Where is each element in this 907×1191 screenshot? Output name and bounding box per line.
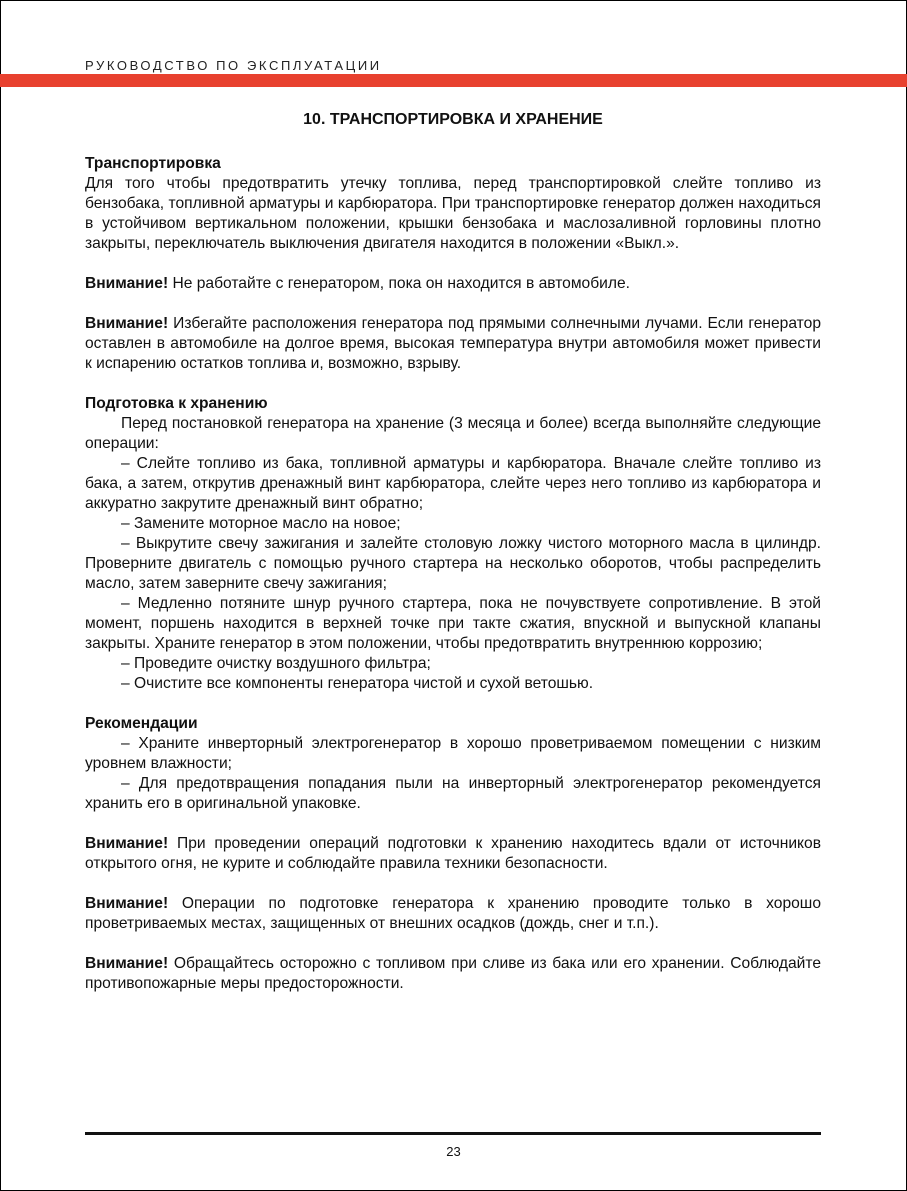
recommendation-item: – Для предотвращения попадания пыли на инверторный электрогенератор рекомендуется хранить его в оригинальной упаковке.: [85, 775, 821, 812]
warning-paragraph: [85, 954, 821, 994]
warning-text: Избегайте расположения генератора под прямыми солнечными лучами. Если генератор оставлен в автомобиле на долгое время, высокая температура внутри автомобиля может привести к испарению остатков топлива и, возможно, взрыву.: [85, 315, 821, 372]
chapter-title: 10. ТРАНСПОРТИРОВКА И ХРАНЕНИЕ: [303, 111, 603, 128]
warning-label: Внимание!: [85, 955, 169, 972]
running-header: РУКОВОДСТВО ПО ЭКСПЛУАТАЦИИ: [85, 58, 382, 73]
warning-label: Внимание!: [85, 835, 169, 852]
warning-paragraph: [85, 314, 821, 374]
storage-step: – Проведите очистку воздушного фильтра;: [121, 655, 431, 672]
warning-text: При проведении операций подготовки к хранению находитесь вдали от источников открытого огня, не курите и соблюдайте правила техники безопасности.: [85, 835, 821, 872]
storage-step: – Слейте топливо из бака, топливной арматуры и карбюратора. Вначале слейте топливо из бака, а затем, открутив дренажный винт карбюратора, слейте через него топливо из карбюратора и аккуратно закрутите дренажный винт обратно;: [85, 455, 821, 512]
storage-step: – Медленно потяните шнур ручного стартера, пока не почувствуете сопротивление. В этой момент, поршень находится в верхней точке при такте сжатия, впускной и выпускной клапаны закрыты. Храните генератор в этом положении, чтобы предотвратить внутреннюю коррозию;: [85, 595, 821, 652]
warning-label: Внимание!: [85, 275, 169, 292]
storage-step: – Выкрутите свечу зажигания и залейте столовую ложку чистого моторного масла в цилиндр. Проверните двигатель с помощью ручного стартера на несколько оборотов, чтобы распределить масло, затем заверните свечу зажигания;: [85, 535, 821, 592]
page-content: [85, 108, 821, 994]
footer-rule: [85, 1132, 821, 1135]
warning-text: Операции по подготовке генератора к хранению проводите только в хорошо проветриваемых местах, защищенных от внешних осадков (дождь, снег и т.п.).: [85, 895, 821, 932]
storage-step: – Замените моторное масло на новое;: [121, 515, 401, 532]
storage-intro: Перед постановкой генератора на хранение (3 месяца и более) всегда выполняйте следующие операции:: [85, 415, 821, 452]
warning-paragraph: [85, 274, 821, 294]
storage-step: – Очистите все компоненты генератора чистой и сухой ветошью.: [121, 675, 594, 692]
section-heading-recommendations: Рекомендации: [85, 715, 198, 732]
warning-text: Обращайтесь осторожно с топливом при сливе из бака или его хранении. Соблюдайте противопожарные меры предосторожности.: [85, 955, 821, 992]
transport-paragraph: Для того чтобы предотвратить утечку топлива, перед транспортировкой слейте топливо из бензобака, топливной арматуры и карбюратора. При транспортировке генератор должен находиться в устойчивом вертикальном положении, крышки бензобака и маслозаливной горловины плотно закрыты, переключатель выключения двигателя находится в положении «Выкл.».: [85, 175, 821, 252]
header-accent-bar: [0, 74, 907, 87]
warning-label: Внимание!: [85, 895, 169, 912]
warning-text: Не работайте с генератором, пока он находится в автомобиле.: [168, 275, 630, 292]
recommendation-item: – Храните инверторный электрогенератор в хорошо проветриваемом помещении с низким уровнем влажности;: [85, 735, 821, 772]
section-heading-storage: Подготовка к хранению: [85, 395, 268, 412]
warning-paragraph: [85, 894, 821, 934]
page-number: 23: [446, 1144, 461, 1159]
warning-paragraph: [85, 834, 821, 874]
warning-label: Внимание!: [85, 315, 169, 332]
section-heading-transport: Транспортировка: [85, 155, 221, 172]
